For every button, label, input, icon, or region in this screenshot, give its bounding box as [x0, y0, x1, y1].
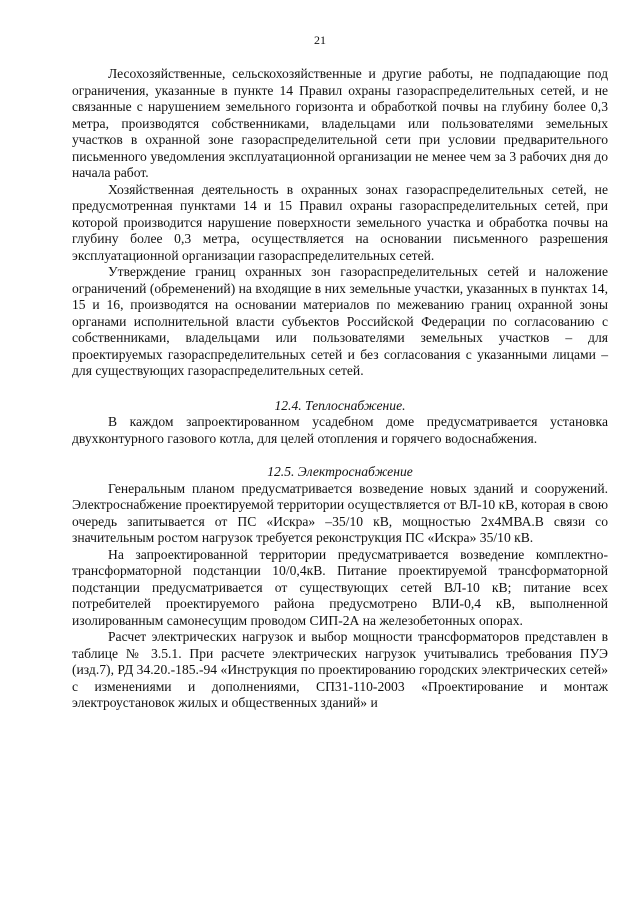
paragraph: Утверждение границ охранных зон газораспределительных сетей и наложение ограничений (обременений) на входящие в них земельные участки, указанных в пунктах 14, 15 и 16, производятся на основании материалов по межеванию границ охранной зоны органами исполнительной власти субъектов Российской Федерации по согласованию с собственниками, владельцами или пользователями земельных участков – для проектируемых газораспределительных сетей и без согласования с указанными лицами – для существующих газораспределительных сетей. [72, 264, 608, 378]
paragraph: Хозяйственная деятельность в охранных зонах газораспределительных сетей, не предусмотренная пунктами 14 и 15 Правил охраны газораспределительных сетей, при которой производится нарушение поверхности земельного участка и обработка почвы на глубину более 0,3 метра, осуществляется на основании письменного разрешения эксплуатационной организации газораспределительных сетей. [72, 181, 608, 263]
paragraph: В каждом запроектированном усадебном доме предусматривается установка двухконтурного газового котла, для целей отопления и горячего водоснабжения. [72, 414, 608, 446]
paragraph: На запроектированной территории предусматривается возведение комплектно-трансформаторной подстанции 10/0,4кВ. Питание проектируемой трансформаторной подстанции предусматривается от существующих сетей ВЛ-10 кВ; питание всех потребителей проектируемого района предусмотрено ВЛИ-0,4 кВ, выполненной изолированным самонесущим проводом СИП-2А на железобетонных опорах. [72, 546, 608, 628]
paragraph: Расчет электрических нагрузок и выбор мощности трансформаторов представлен в таблице № 3.5.1. При расчете электрических нагрузок учитывались требования ПУЭ (изд.7), РД 34.20.-185.-94 «Инструкция по проектированию городских электрических сетей» с изменениями и дополнениями, СП31-110-2003 «Проектирование и монтаж электроустановок жилых и общественных зданий» и [72, 629, 608, 710]
page-number: 21 [314, 33, 326, 47]
section-heading-heat-supply: 12.4. Теплоснабжение. [274, 397, 406, 413]
paragraph: Генеральным планом предусматривается возведение новых зданий и сооружений. Электроснабжение проектируемой территории осуществляется от ВЛ-10 кВ, которая в свою очередь запитывается от ПС «Искра» –35/10 кВ, мощностью 2х4МВА.В связи со значительным ростом нагрузок требуется реконструкция ПС «Искра» 35/10 кВ. [72, 480, 608, 545]
paragraph: Лесохозяйственные, сельскохозяйственные и другие работы, не подпадающие под ограничения, указанные в пункте 14 Правил охраны газораспределительных сетей, и не связанные с нарушением земельного горизонта и обработкой почвы на глубину более 0,3 метра, производятся собственниками, владельцами или пользователями земельных участков в охранной зоне газораспределительной сети при условии предварительного письменного уведомления эксплуатационной организации не менее чем за 3 рабочих дня до начала работ. [72, 66, 608, 180]
section-heading-power-supply: 12.5. Электроснабжение [267, 464, 413, 479]
document-body [72, 66, 608, 712]
